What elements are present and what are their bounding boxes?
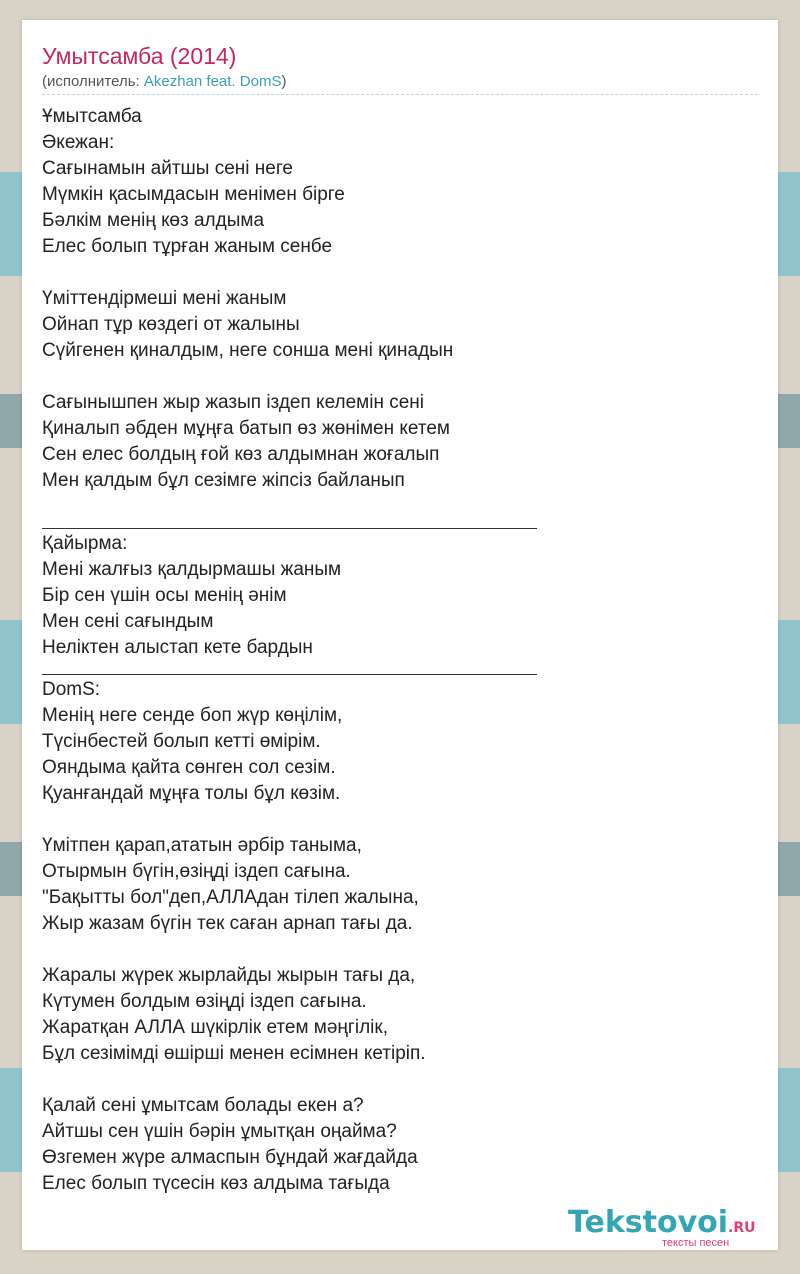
dotted-divider [42, 94, 758, 95]
lyric-line [42, 807, 742, 833]
tekstovoi-logo[interactable] [568, 1205, 756, 1249]
lyric-line: Мені жалғыз қалдырмашы жаным [42, 559, 342, 580]
lyrics-card [22, 20, 778, 1250]
artist-link[interactable]: Akezhan feat. DomS [143, 73, 282, 90]
lyrics-block-verse [42, 104, 742, 494]
lyric-line: Қалай сені ұмытсам болады екен а? [42, 1095, 364, 1116]
section-divider [42, 528, 537, 529]
lyric-line: Жаралы жүрек жырлайды жырын тағы да, [42, 965, 416, 986]
song-title: Умытсамба (2014) [42, 43, 237, 69]
lyric-line [42, 364, 742, 390]
artist-line [42, 72, 286, 92]
lyric-line: Сағынамын айтшы сені неге [42, 158, 293, 179]
lyric-line: Сүйгенен қиналдым, неге сонша мені қинадын [42, 340, 454, 361]
lyric-line: Мүмкін қасымдасын менімен бірге [42, 184, 345, 205]
lyric-line: Күтумен болдым өзіңді іздеп сағына. [42, 991, 367, 1012]
lyric-line: Ояндыма қайта сөнген сол сезім. [42, 757, 336, 778]
lyrics-block-doms [42, 677, 742, 1197]
lyric-line: Әкежан: [42, 132, 115, 153]
lyric-line: Қиналып әбден мұңға батып өз жөнімен кетем [42, 418, 450, 439]
lyric-line: "Бақытты бол"деп,АЛЛАдан тілеп жалына, [42, 887, 419, 908]
lyric-line: Неліктен алыстап кете бардын [42, 637, 313, 658]
lyric-line: Жаратқан АЛЛА шүкірлік етем мәңгілік, [42, 1017, 388, 1038]
artist-prefix: (исполнитель: [42, 73, 144, 90]
lyric-line: Отырмын бүгін,өзіңді іздеп сағына. [42, 861, 351, 882]
lyric-line: Ұмытсамба [42, 106, 142, 127]
lyrics-block-chorus [42, 531, 742, 661]
lyric-line [42, 937, 742, 963]
lyric-line: Бір сен үшін осы менің әнім [42, 585, 287, 606]
lyric-line: Өзгемен жүре алмаспын бұндай жағдайда [42, 1147, 418, 1168]
lyric-line: Айтшы сен үшін бәрін ұмытқан оңайма? [42, 1121, 397, 1142]
lyrics-body [42, 104, 742, 1197]
lyric-line: Менің неге сенде боп жүр көңілім, [42, 705, 343, 726]
lyric-line: DomS: [42, 679, 101, 700]
lyric-line: Сағынышпен жыр жазып іздеп келемін сені [42, 392, 425, 413]
lyric-line: Ойнап тұр көздегі от жалыны [42, 314, 300, 335]
lyric-line [42, 260, 742, 286]
lyric-line: Қайырма: [42, 533, 128, 554]
lyric-line: Үмітпен қарап,ататын әрбір таныма, [42, 835, 362, 856]
artist-suffix: ) [281, 73, 287, 90]
lyric-line: Елес болып тұрған жаным сенбе [42, 236, 333, 257]
lyric-line: Елес болып түсесін көз алдыма тағыда [42, 1173, 390, 1194]
logo-tagline: тексты песен [662, 1237, 730, 1249]
lyric-line: Мен сені сағындым [42, 611, 214, 632]
lyric-line: Бәлкім менің көз алдыма [42, 210, 265, 231]
lyric-line: Мен қалдым бұл сезімге жіпсіз байланып [42, 470, 405, 491]
lyric-line: Қуанғандай мұңға толы бұл көзім. [42, 783, 341, 804]
logo-tld: .RU [728, 1220, 756, 1236]
lyric-line: Сен елес болдың ғой көз алдымнан жоғалып [42, 444, 440, 465]
lyric-line [42, 1067, 742, 1093]
lyric-line: Жыр жазам бүгін тек саған арнап тағы да. [42, 913, 413, 934]
lyric-line: Үміттендірмеші мені жаным [42, 288, 287, 309]
logo-name: Tekstovoi [568, 1205, 729, 1240]
lyric-line: Түсінбестей болып кетті өмірім. [42, 731, 321, 752]
lyric-line: Бұл сезімімді өшірші менен есімнен кетіріп. [42, 1043, 426, 1064]
section-divider [42, 674, 537, 675]
